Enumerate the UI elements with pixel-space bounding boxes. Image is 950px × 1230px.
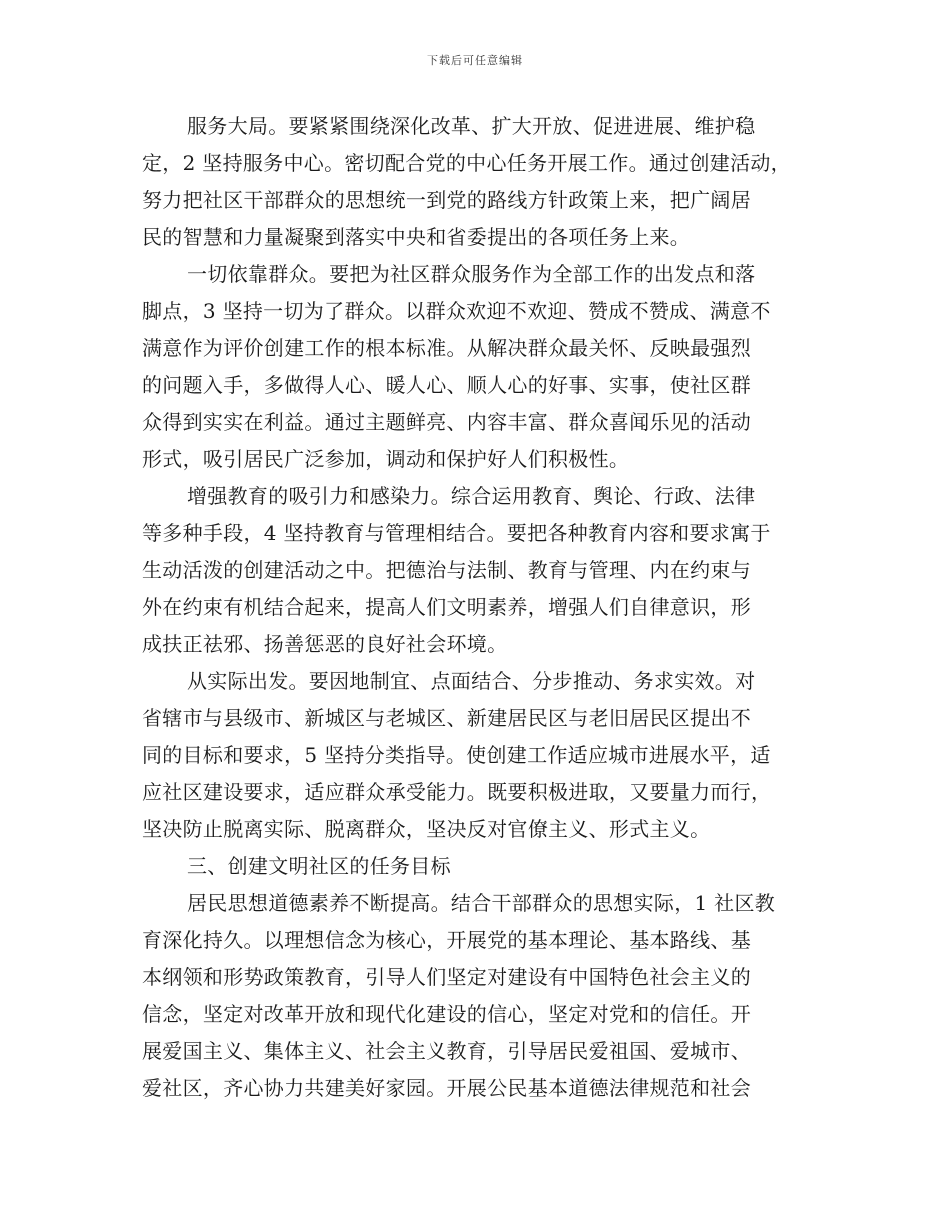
text-line: 同的目标和要求，5 坚持分类指导。使创建工作适应城市进展水平，适 bbox=[142, 743, 771, 767]
text-line: 的问题入手，多做得人心、暖人心、顺人心的好事、实事，使社区群 bbox=[142, 373, 751, 397]
text-line: 从实际出发。要因地制宜、点面结合、分步推动、务求实效。对 bbox=[187, 669, 756, 693]
text-line: 众得到实实在利益。通过主题鲜亮、内容丰富、群众喜闻乐见的活动 bbox=[142, 410, 751, 434]
text-line: 展爱国主义、集体主义、社会主义教育，引导居民爱祖国、爱城市、 bbox=[142, 1039, 751, 1063]
text-line: 形式，吸引居民广泛参加，调动和保护好人们积极性。 bbox=[142, 447, 630, 471]
text-line: 三、创建文明社区的任务目标 bbox=[187, 854, 451, 878]
text-line: 爱社区，齐心协力共建美好家园。开展公民基本道德法律规范和社会 bbox=[142, 1076, 751, 1100]
document-body bbox=[142, 108, 810, 1107]
text-line: 居民思想道德素养不断提高。结合干部群众的思想实际，1 社区教 bbox=[187, 891, 776, 915]
text-line: 定，2 坚持服务中心。密切配合党的中心任务开展工作。通过创建活动， bbox=[142, 151, 791, 175]
text-line: 成扶正祛邪、扬善惩恶的良好社会环境。 bbox=[142, 632, 508, 656]
text-line: 省辖市与县级市、新城区与老城区、新建居民区与老旧居民区提出不 bbox=[142, 706, 751, 730]
text-line: 脚点，3 坚持一切为了群众。以群众欢迎不欢迎、赞成不赞成、满意不 bbox=[142, 299, 771, 323]
text-line: 应社区建设要求，适应群众承受能力。既要积极进取，又要量力而行， bbox=[142, 780, 772, 804]
text-line: 一切依靠群众。要把为社区群众服务作为全部工作的出发点和落 bbox=[187, 262, 756, 286]
text-line: 努力把社区干部群众的思想统一到党的路线方针政策上来，把广阔居 bbox=[142, 188, 751, 212]
text-line: 信念，坚定对改革开放和现代化建设的信心，坚定对党和的信任。开 bbox=[142, 1002, 751, 1026]
page-header: 下载后可任意编辑 bbox=[427, 54, 523, 67]
text-line: 坚决防止脱离实际、脱离群众，坚决反对官僚主义、形式主义。 bbox=[142, 817, 711, 841]
text-line: 本纲领和形势政策教育，引导人们坚定对建设有中国特色社会主义的 bbox=[142, 965, 751, 989]
text-line: 外在约束有机结合起来，提高人们文明素养，增强人们自律意识，形 bbox=[142, 595, 751, 619]
text-line: 民的智慧和力量凝聚到落实中央和省委提出的各项任务上来。 bbox=[142, 225, 691, 249]
text-line: 服务大局。要紧紧围绕深化改革、扩大开放、促进进展、维护稳 bbox=[187, 114, 756, 138]
text-line: 满意作为评价创建工作的根本标准。从解决群众最关怀、反映最强烈 bbox=[142, 336, 751, 360]
text-line: 育深化持久。以理想信念为核心，开展党的基本理论、基本路线、基 bbox=[142, 928, 751, 952]
text-line: 增强教育的吸引力和感染力。综合运用教育、舆论、行政、法律 bbox=[187, 484, 756, 508]
text-line: 等多种手段，4 坚持教育与管理相结合。要把各种教育内容和要求寓于 bbox=[142, 521, 771, 545]
text-line: 生动活泼的创建活动之中。把德治与法制、教育与管理、内在约束与 bbox=[142, 558, 751, 582]
